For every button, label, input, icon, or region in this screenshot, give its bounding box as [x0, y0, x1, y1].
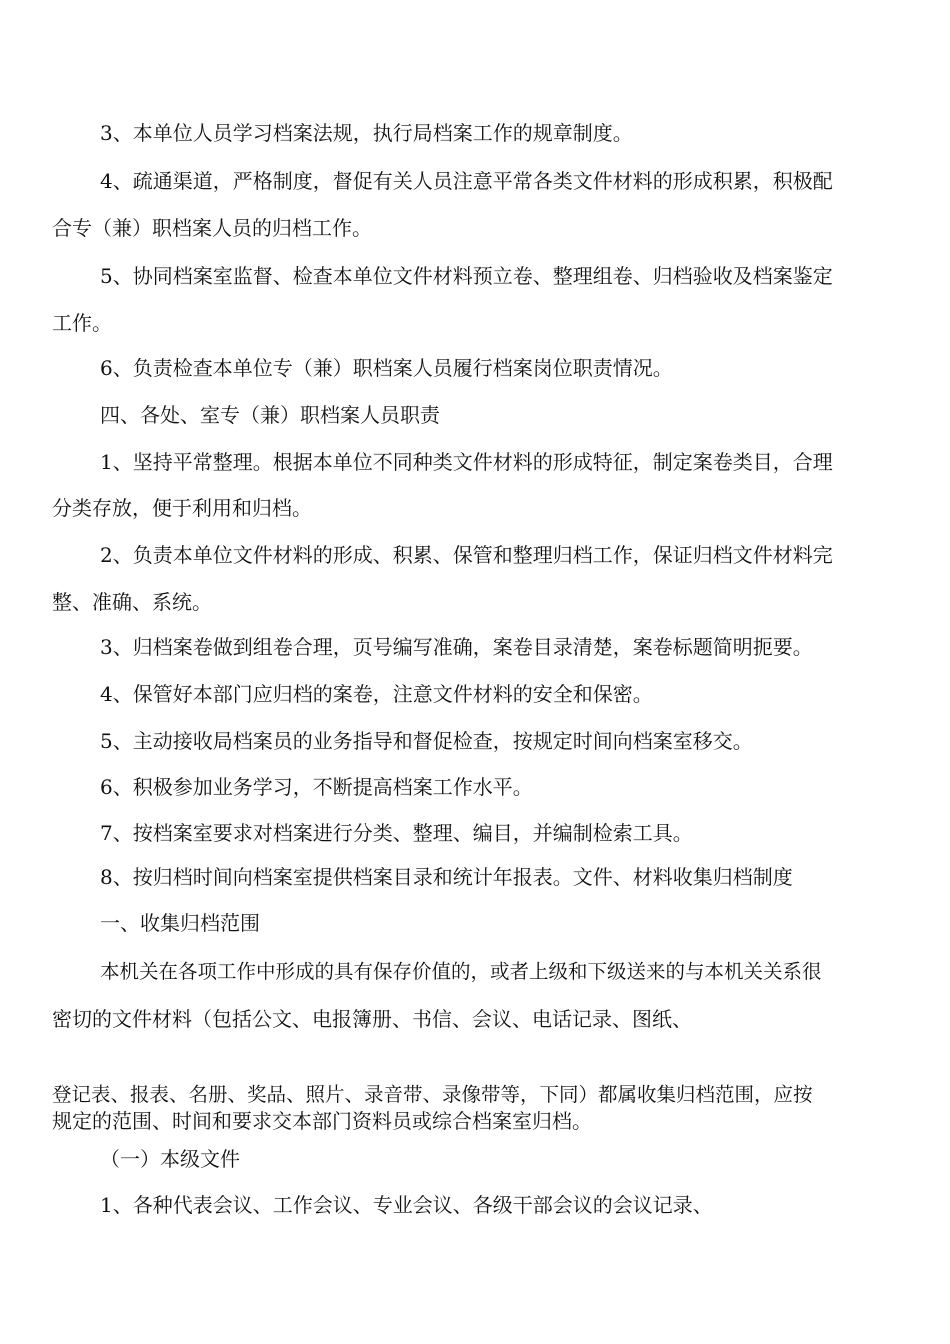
subsection-heading-1: （一）本级文件	[100, 1147, 240, 1171]
paragraph-line-13: 4、保管好本部门应归档的案卷，注意文件材料的安全和保密。	[100, 682, 653, 706]
paragraph-line-2: 4、疏通渠道，严格制度，督促有关人员注意平常各类文件材料的形成积累，积极配	[100, 169, 833, 193]
paragraph-line-1: 3、本单位人员学习档案法规，执行局档案工作的规章制度。	[100, 121, 633, 145]
section-heading-collection: 一、收集归档范围	[100, 911, 260, 935]
paragraph-line-4: 5、协同档案室监督、检查本单位文件材料预立卷、整理组卷、归档验收及档案鉴定	[100, 264, 833, 288]
paragraph-line-5: 工作。	[52, 311, 112, 335]
paragraph-line-9: 分类存放，便于利用和归档。	[52, 496, 312, 520]
paragraph-line-8: 1、坚持平常整理。根据本单位不同种类文件材料的形成特征，制定案卷类目，合理	[100, 450, 833, 474]
paragraph-line-6: 6、负责检查本单位专（兼）职档案人员履行档案岗位职责情况。	[100, 356, 673, 380]
paragraph-line-16: 7、按档案室要求对档案进行分类、整理、编目，并编制检索工具。	[100, 821, 693, 845]
paragraph-line-17: 8、按归档时间向档案室提供档案目录和统计年报表。文件、材料收集归档制度	[100, 865, 793, 889]
paragraph-line-24: 1、各种代表会议、工作会议、专业会议、各级干部会议的会议记录、	[100, 1193, 713, 1217]
paragraph-line-22: 规定的范围、时间和要求交本部门资料员或综合档案室归档。	[52, 1109, 592, 1133]
paragraph-line-19: 本机关在各项工作中形成的具有保存价值的，或者上级和下级送来的与本机关关系很	[100, 960, 822, 983]
paragraph-line-11: 整、准确、系统。	[52, 590, 212, 614]
paragraph-line-3: 合专（兼）职档案人员的归档工作。	[52, 216, 372, 240]
section-heading-4: 四、各处、室专（兼）职档案人员职责	[100, 403, 440, 427]
paragraph-line-14: 5、主动接收局档案员的业务指导和督促检查，按规定时间向档案室移交。	[100, 729, 753, 753]
paragraph-line-15: 6、积极参加业务学习，不断提高档案工作水平。	[100, 775, 533, 799]
paragraph-line-20: 密切的文件材料（包括公文、电报簿册、书信、会议、电话记录、图纸、	[52, 1007, 692, 1031]
paragraph-line-10: 2、负责本单位文件材料的形成、积累、保管和整理归档工作，保证归档文件材料完	[100, 543, 833, 567]
paragraph-line-12: 3、归档案卷做到组卷合理，页号编写准确，案卷目录清楚，案卷标题简明扼要。	[100, 635, 813, 659]
paragraph-line-21: 登记表、报表、名册、奖品、照片、录音带、录像带等，下同）都属收集归档范围，应按	[52, 1083, 813, 1106]
